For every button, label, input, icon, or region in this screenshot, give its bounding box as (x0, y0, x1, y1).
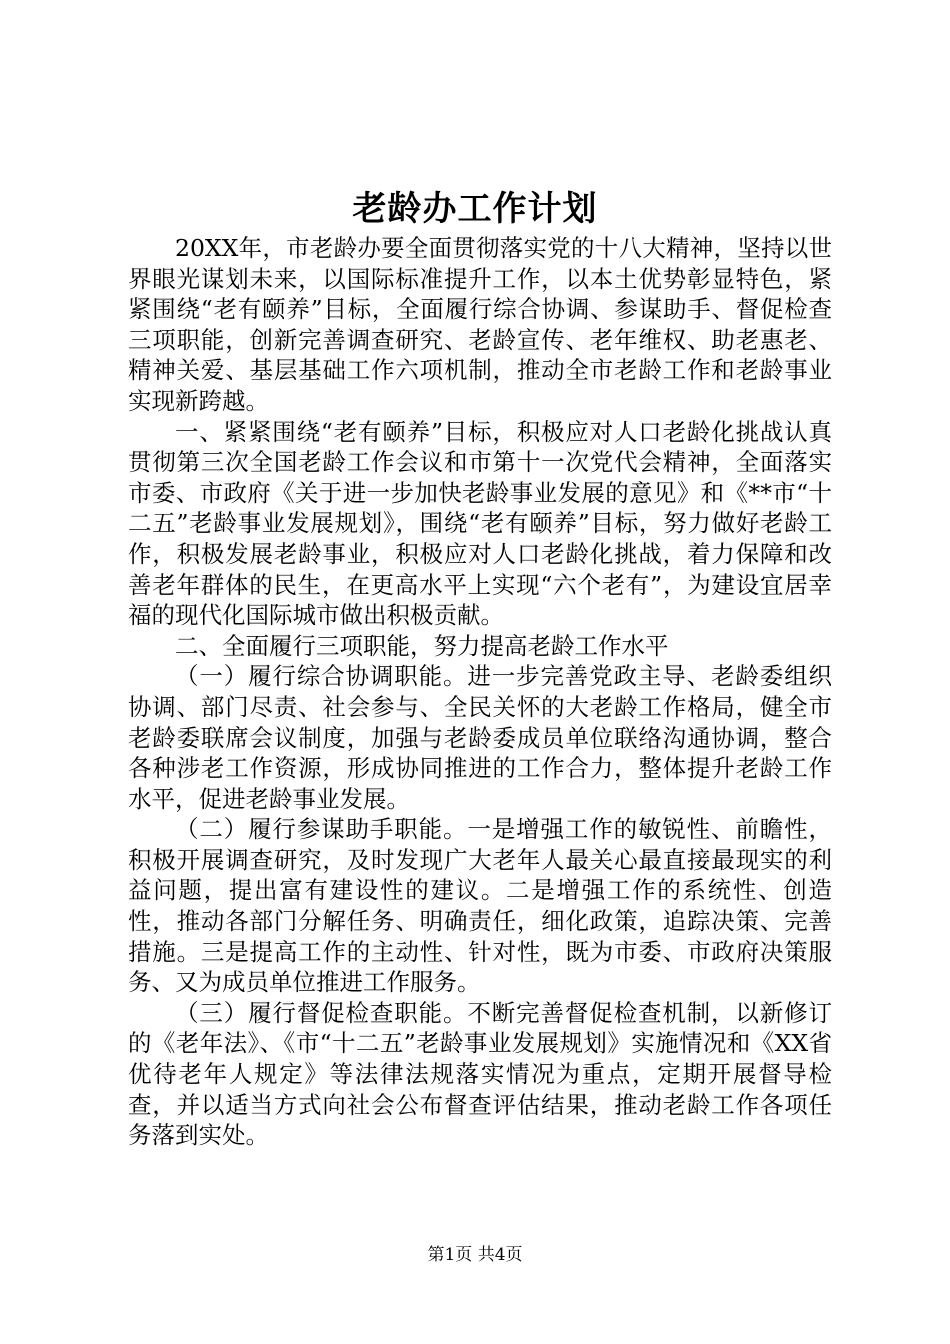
paragraph-intro: 20XX年，市老龄办要全面贯彻落实党的十八大精神，坚持以世界眼光谋划未来，以国际标准提升工作，以本土优势彰显特色，紧紧围绕“老有颐养”目标，全面履行综合协调、参谋助手、督促检查三项职能，创新完善调查研究、老龄宣传、老年维权、助老惠老、精神关爱、基层基础工作六项机制，推动全市老龄工作和老龄事业实现新跨越。 (128, 234, 832, 415)
page-number-footer: 第1页 共4页 (427, 1245, 523, 1265)
paragraph-item-3: （三）履行督促检查职能。不断完善督促检查机制，以新修订的《老年法》、《市“十二五”老龄事业发展规划》实施情况和《XX省优待老年人规定》等法律法规落实情况为重点，定期开展督导检查，并以适当方式向社会公布督查评估结果，推动老龄工作各项任务落到实处。 (128, 998, 832, 1150)
document-body (128, 233, 832, 1151)
paragraph-section-2-heading: 二、全面履行三项职能，努力提高老龄工作水平 (175, 631, 669, 660)
paragraph-item-2: （二）履行参谋助手职能。一是增强工作的敏锐性、前瞻性，积极开展调查研究，及时发现广大老年人最关心最直接最现实的利益问题，提出富有建设性的建议。二是增强工作的系统性、创造性，推动各部门分解任务、明确责任，细化政策，追踪决策、完善措施。三是提高工作的主动性、针对性，既为市委、市政府决策服务、又为成员单位推进工作服务。 (128, 815, 832, 997)
document-title: 老龄办工作计划 (352, 189, 598, 229)
paragraph-section-1: 一、紧紧围绕“老有颐养”目标，积极应对人口老龄化挑战认真贯彻第三次全国老龄工作会议和市第十一次党代会精神，全面落实市委、市政府《关于进一步加快老龄事业发展的意见》和《**市“十二五”老龄事业发展规划》，围绕“老有颐养”目标，努力做好老龄工作，积极发展老龄事业，积极应对人口老龄化挑战，着力保障和改善老年群体的民生，在更高水平上实现“六个老有”，为建设宜居幸福的现代化国际城市做出积极贡献。 (128, 417, 832, 630)
paragraph-item-1: （一）履行综合协调职能。进一步完善党政主导、老龄委组织协调、部门尽责、社会参与、全民关怀的大老龄工作格局，健全市老龄委联席会议制度，加强与老龄委成员单位联络沟通协调，整合各种涉老工作资源，形成协同推进的工作合力，整体提升老龄工作水平，促进老龄事业发展。 (128, 662, 832, 813)
